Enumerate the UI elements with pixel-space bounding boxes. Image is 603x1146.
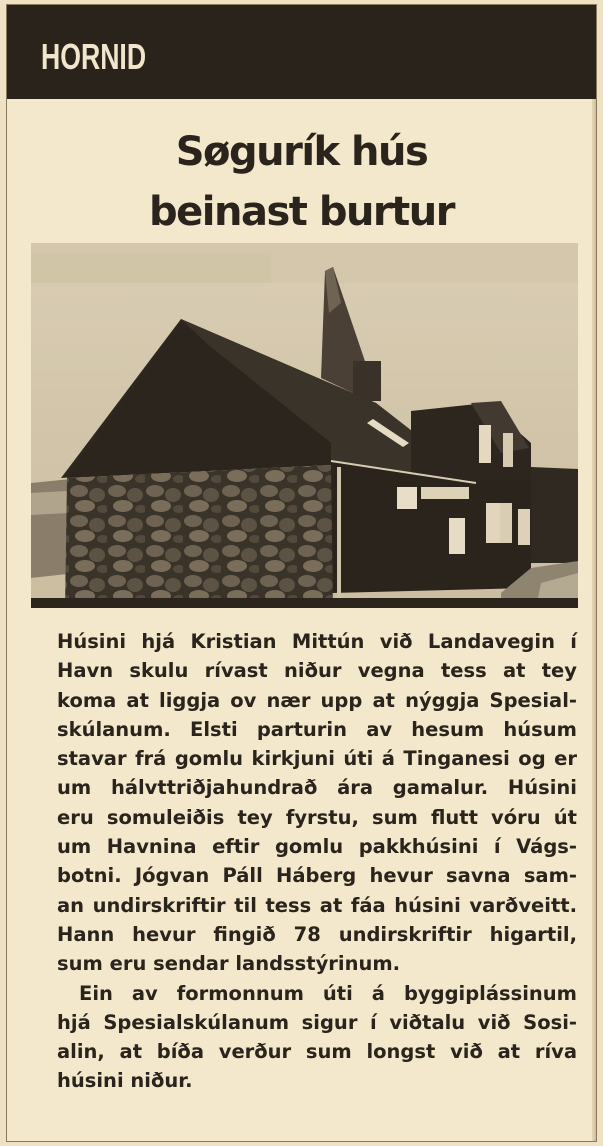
article-line: húsini niður. <box>57 1069 193 1093</box>
clipping-edge <box>592 99 596 1142</box>
section-header-bar <box>7 5 596 99</box>
article-line: Húsini hjá Kristian Mittún við Landavegin í <box>57 630 577 653</box>
section-label: HORNID <box>41 36 147 77</box>
house-photo <box>31 243 578 608</box>
article-line: Ein av formonnum úti á byggiplássinum <box>79 981 577 1005</box>
article-line: botni. Jógvan Páll Háberg hevur savna sam- <box>57 864 577 888</box>
article-line: Hann hevur fingið 78 undirskriftir higartil, <box>57 922 577 946</box>
article-line: alin, at bíða verður sum longst við at ríva <box>57 1040 577 1064</box>
headline-line-2: beinast burtur <box>149 189 454 235</box>
article-line: um Havnina eftir gomlu pakkhúsini í Vágs- <box>57 835 577 859</box>
article-line: skúlanum. Elsti parturin av hesum húsum <box>57 717 577 741</box>
article-line: koma at liggja ov nær upp at nýggja Spesial- <box>57 688 577 712</box>
headline-line-1: Søgurík hús <box>175 129 428 175</box>
article-body <box>57 627 577 1096</box>
article-line: Havn skulu rívast niður vegna tess at tey <box>57 659 577 683</box>
article-line: eru somuleiðis tey fyrstu, sum flutt vóru út <box>57 805 577 829</box>
article-line: sum eru sendar landsstýrinum. <box>57 952 401 976</box>
article-line: stavar frá gomlu kirkjuni úti á Tinganesi og er <box>57 747 577 771</box>
newspaper-clipping <box>6 4 597 1142</box>
article-line: um hálvttriðjahundrað ára gamalur. Húsini <box>57 776 577 800</box>
article-line: an undirskriftir til tess at fáa húsini varðveitt. <box>57 893 577 917</box>
article-line: hjá Spesialskúlanum sigur í viðtalu við Sosi- <box>57 1010 577 1034</box>
